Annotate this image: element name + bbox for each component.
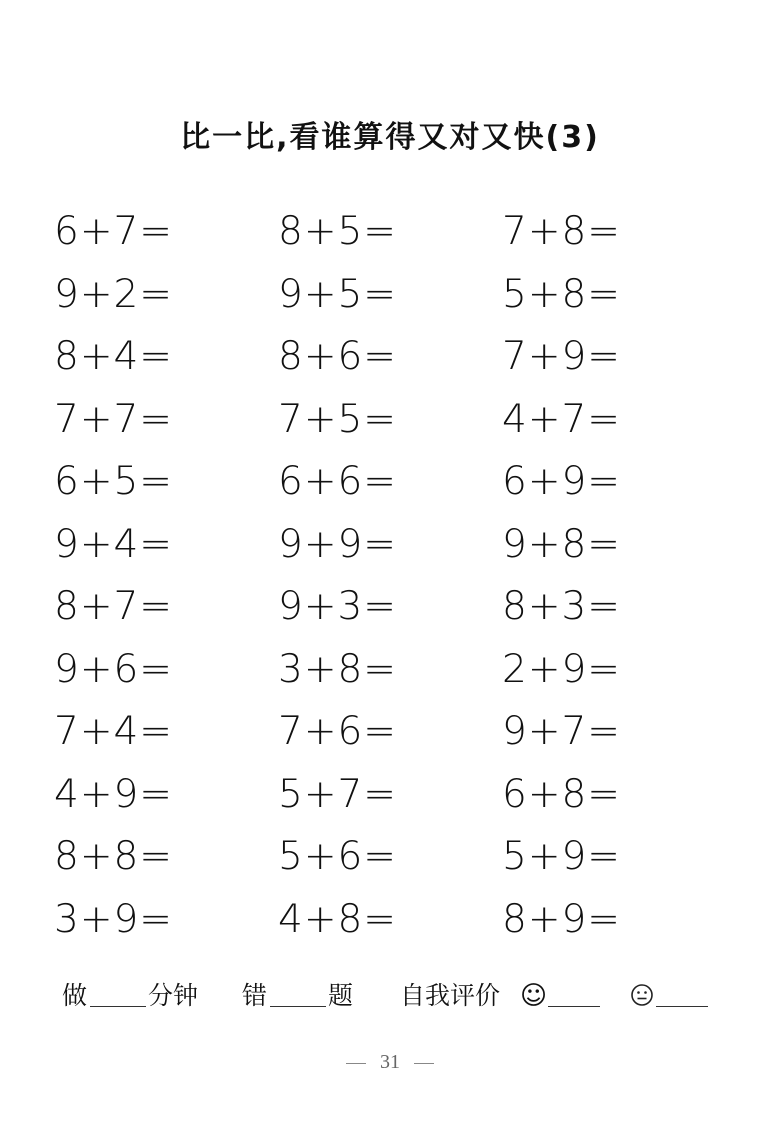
- math-problem: 3+9=: [54, 896, 173, 942]
- math-problem: 7+5=: [278, 396, 397, 442]
- math-problem: 8+7=: [54, 584, 173, 629]
- math-problem: 9+7=: [502, 709, 621, 754]
- math-problem: 5+8=: [502, 271, 621, 317]
- math-problem: 9+3=: [278, 584, 397, 629]
- math-problem: 8+3=: [502, 584, 621, 629]
- math-problem: 8+9=: [502, 896, 621, 942]
- math-problem: 5+6=: [278, 834, 397, 879]
- math-problem: 4+8=: [278, 896, 397, 942]
- math-problem: 9+2=: [54, 271, 173, 317]
- smile-blank: [548, 976, 600, 1019]
- math-problem: 5+9=: [502, 834, 621, 879]
- page-number-dash-right: [414, 1063, 434, 1064]
- math-problem: 9+9=: [278, 521, 397, 567]
- math-problem: 9+8=: [502, 521, 621, 567]
- problem-grid: [54, 206, 754, 952]
- footer-evaluation: [62, 976, 722, 1020]
- math-problem: 9+5=: [278, 271, 397, 317]
- smile-icon: ☺: [520, 981, 548, 1011]
- math-problem: 4+7=: [502, 396, 621, 442]
- math-problem: 2+9=: [502, 646, 621, 692]
- neutral-face-icon: [630, 976, 654, 1016]
- math-problem: 7+8=: [502, 209, 621, 254]
- page-number: 31: [380, 1051, 400, 1073]
- minutes-blank: [90, 976, 146, 1019]
- math-problem: 8+5=: [278, 209, 397, 254]
- math-problem: 7+6=: [278, 709, 397, 754]
- math-problem: 6+9=: [502, 459, 621, 504]
- math-problem: 6+5=: [54, 459, 173, 504]
- wrong-label: 错: [242, 981, 268, 1010]
- minutes-label: 分钟: [148, 981, 199, 1010]
- math-problem: 6+8=: [502, 771, 621, 817]
- math-problem: 5+7=: [278, 771, 397, 817]
- math-problem: 8+4=: [54, 334, 173, 379]
- page-number-dash-left: [346, 1063, 366, 1064]
- math-problem: 9+6=: [54, 646, 173, 692]
- math-problem: 4+9=: [54, 771, 173, 817]
- math-problem: 8+8=: [54, 834, 173, 879]
- math-problem: 8+6=: [278, 334, 397, 379]
- self-eval-label: 自我评价: [400, 981, 501, 1010]
- questions-label: 题: [328, 981, 354, 1010]
- math-problem: 6+7=: [54, 209, 173, 254]
- math-problem: 6+6=: [278, 459, 397, 504]
- do-label: 做: [62, 981, 88, 1010]
- math-problem: 7+9=: [502, 334, 621, 379]
- wrong-blank: [270, 976, 326, 1019]
- math-problem: 3+8=: [278, 646, 397, 692]
- neutral-blank: [656, 976, 708, 1019]
- math-problem: 7+4=: [54, 709, 173, 754]
- math-problem: 9+4=: [54, 521, 173, 567]
- page-number-area: [0, 1051, 780, 1074]
- page-title: 比一比,看谁算得又对又快(3): [180, 120, 600, 155]
- math-problem: 7+7=: [54, 396, 173, 442]
